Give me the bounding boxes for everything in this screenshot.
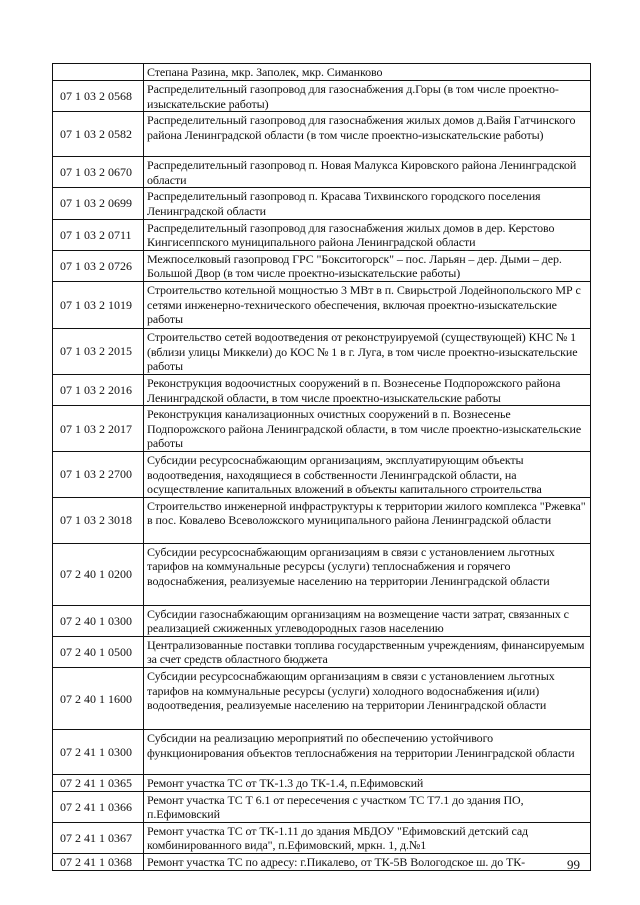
row-code: 07 1 03 2 2015 xyxy=(53,329,144,374)
row-code: 07 2 41 1 0368 xyxy=(53,854,144,870)
row-description: Степана Разина, мкр. Заполек, мкр. Симанково xyxy=(147,65,383,79)
table-row xyxy=(53,250,590,281)
row-code: 07 1 03 2 2700 xyxy=(53,452,144,497)
row-description: Субсидии ресурсоснабжающим организациям в связи с установлением льготных тарифов на коммунальные ресурсы (услуги) холодного водоснабжения и(или) водоотведения, реализуемые населению на территории Ленинградской области xyxy=(147,669,555,713)
row-code: 07 1 03 2 0670 xyxy=(53,157,144,187)
row-description: Субсидии ресурсоснабжающим организациям в связи с установлением льготных тарифов на коммунальные ресурсы (услуги) теплоснабжения и горячего водоснабжения, реализуемые населению на территории Ленинградской области xyxy=(147,544,555,588)
table-row xyxy=(53,853,590,870)
row-code: 07 1 03 2 0711 xyxy=(53,220,144,250)
table-row xyxy=(53,328,590,374)
row-description: Субсидии ресурсоснабжающим организациям, эксплуатирующим объекты водоотведения, находящиеся в собственности Ленинградской области, на осуществление капитальных вложений в объекты капитального строительства xyxy=(147,452,542,497)
table-row xyxy=(53,497,590,543)
row-description: Ремонт участка ТС от ТК-1.11 до здания МБДОУ "Ефимовский детский сад комбинированного вида", п.Ефимовский, мркн. 1, д.№1 xyxy=(147,823,529,853)
row-code: 07 1 03 2 0568 xyxy=(53,81,144,111)
row-code: 07 2 41 1 0367 xyxy=(53,823,144,853)
page-number: 99 xyxy=(567,857,580,872)
table-row xyxy=(53,64,590,80)
table-row xyxy=(53,774,590,791)
row-description: Строительство инженерной инфраструктуры к территории жилого комплекса "Ржевка" в пос. Ковалево Всеволожского муниципального района Ленинградской области xyxy=(147,498,586,528)
row-code: 07 2 41 1 0365 xyxy=(53,775,144,791)
row-description: Ремонт участка ТС Т 6.1 от пересечения с участком ТС Т7.1 до здания ПО, п.Ефимовский xyxy=(147,792,524,822)
row-description: Субсидии на реализацию мероприятий по обеспечению устойчивого функционирования объектов теплоснабжения на территории Ленинградской области xyxy=(147,731,575,760)
table-row xyxy=(53,667,590,729)
budget-code-table xyxy=(52,63,591,871)
row-code: 07 1 03 2 2017 xyxy=(53,406,144,451)
row-code: 07 2 41 1 0300 xyxy=(53,730,144,774)
row-code: 07 1 03 2 1019 xyxy=(53,282,144,328)
table-row xyxy=(53,187,590,218)
row-code: 07 1 03 2 2016 xyxy=(53,375,144,405)
row-description: Строительство котельной мощностью 3 МВт в п. Свирьстрой Лодейнопольского МР с сетями инженерно-технического обеспечения, включая проектно-изыскательские работы xyxy=(147,282,581,327)
row-code xyxy=(53,64,144,80)
row-description: Распределительный газопровод для газоснабжения жилых домов в дер. Керстово Кингисеппского муниципального района Ленинградской области xyxy=(147,220,555,250)
table-row xyxy=(53,281,590,328)
table-row xyxy=(53,374,590,405)
row-description: Распределительный газопровод для газоснабжения жилых домов д.Вайя Гатчинского района Ленинградской области (в том числе проектно-изыскательские работы) xyxy=(147,113,576,142)
row-description: Реконструкция канализационных очистных сооружений в п. Вознесенье Подпорожского района Ленинградской области, в том числе проектно-изыскательские работы xyxy=(147,407,582,451)
row-code: 07 2 40 1 1600 xyxy=(53,668,144,729)
table-row xyxy=(53,605,590,636)
row-description: Распределительный газопровод п. Новая Малукса Кировского района Ленинградской области xyxy=(147,158,577,187)
row-code: 07 2 40 1 0200 xyxy=(53,544,144,605)
row-code: 07 1 03 2 0726 xyxy=(53,251,144,281)
row-description: Централизованные поставки топлива государственным учреждениям, финансируемым за счет средств областного бюджета xyxy=(147,637,585,667)
row-description: Межпоселковый газопровод ГРС "Бокситогорск" – пос. Ларьян – дер. Дыми – дер. Большой Двор (в том числе проектно-изыскательские работы) xyxy=(147,251,562,281)
table-row xyxy=(53,543,590,605)
table-row xyxy=(53,219,590,250)
table-row xyxy=(53,405,590,451)
row-code: 07 2 40 1 0300 xyxy=(53,606,144,636)
row-code: 07 2 41 1 0366 xyxy=(53,792,144,822)
table-row xyxy=(53,822,590,853)
table-row xyxy=(53,636,590,667)
row-description: Реконструкция водоочистных сооружений в п. Вознесенье Подпорожского района Ленинградской области, в том числе проектно-изыскательские работы xyxy=(147,375,561,405)
row-description: Распределительный газопровод для газоснабжения д.Горы (в том числе проектно-изыскательские работы) xyxy=(147,82,559,111)
row-description: Субсидии газоснабжающим организациям на возмещение части затрат, связанных с реализацией сжиженных углеводородных газов населению xyxy=(147,606,569,636)
table-row xyxy=(53,111,590,156)
table-row xyxy=(53,80,590,111)
table-row xyxy=(53,791,590,822)
row-description: Распределительный газопровод п. Красава Тихвинского городского поселения Ленинградской области xyxy=(147,189,541,218)
row-code: 07 1 03 2 0582 xyxy=(53,112,144,156)
row-description: Ремонт участка ТС от ТК-1.3 до ТК-1.4, п.Ефимовский xyxy=(147,776,424,791)
row-description: Строительство сетей водоотведения от реконструируемой (существующей) КНС № 1 (вблизи улицы Миккели) до КОС № 1 в г. Луга, в том числе проектно-изыскательские работы xyxy=(147,329,578,374)
row-code: 07 2 40 1 0500 xyxy=(53,637,144,667)
row-description: Ремонт участка ТС по адресу: г.Пикалево, от ТК-5В Вологодское ш. до ТК- xyxy=(147,855,526,870)
row-code: 07 1 03 2 3018 xyxy=(53,498,144,543)
row-code: 07 1 03 2 0699 xyxy=(53,188,144,218)
table-row xyxy=(53,451,590,497)
table-row xyxy=(53,156,590,187)
table-row xyxy=(53,729,590,774)
